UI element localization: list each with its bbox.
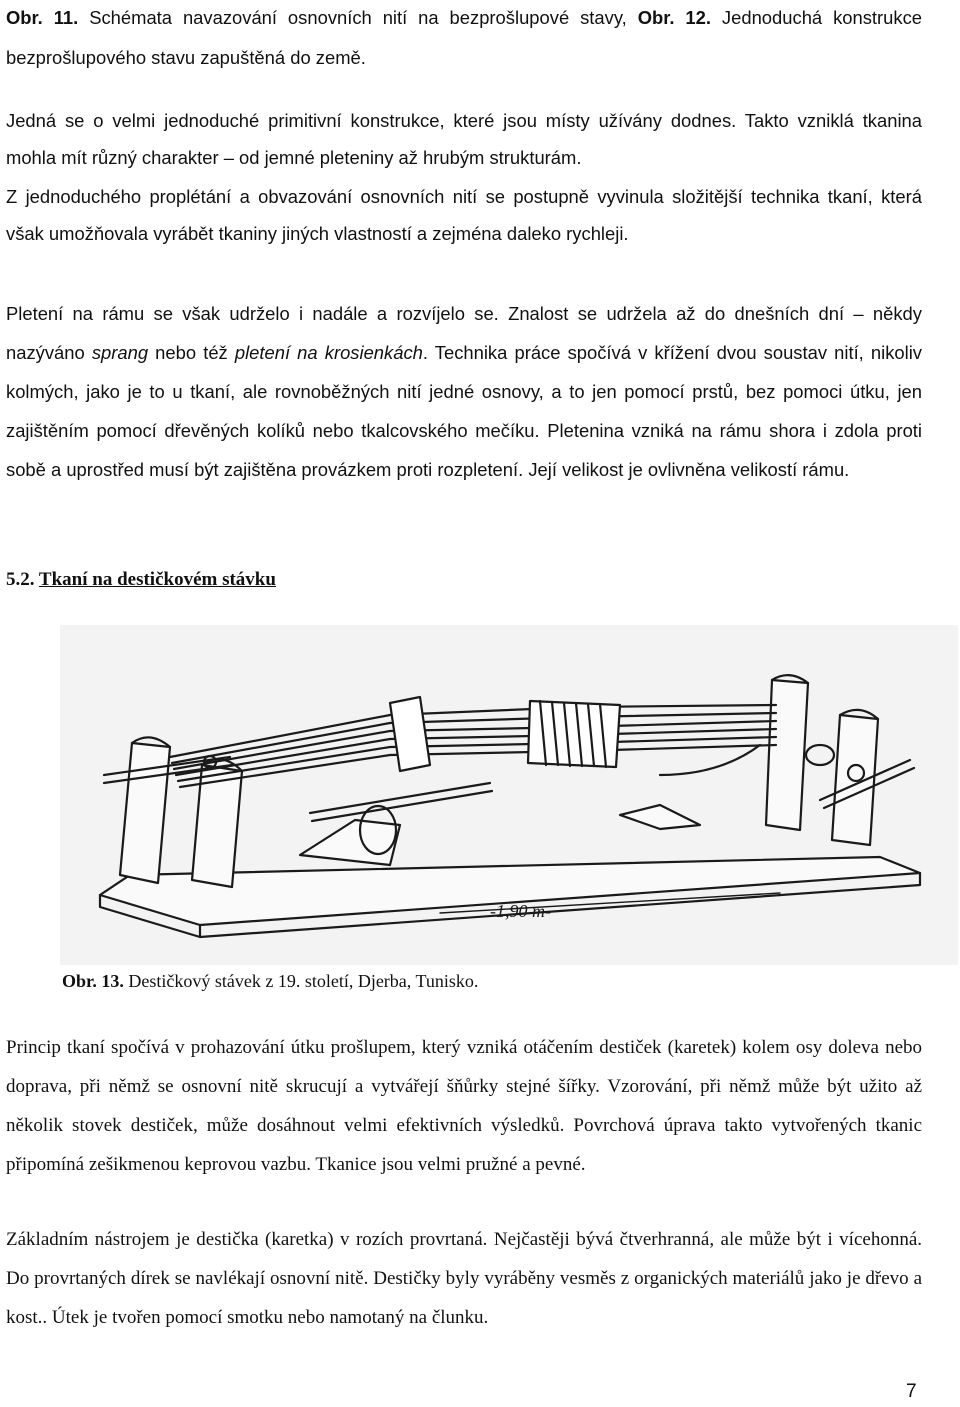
paragraph-sprang bbox=[6, 294, 922, 489]
measurement-label: -1,90 m- bbox=[490, 901, 551, 921]
obr12-label: Obr. 12. bbox=[637, 7, 711, 28]
sprang-term: sprang bbox=[91, 342, 149, 363]
obr11-text: Schémata navazování osnovních nití na bezprošlupové stavy, bbox=[78, 7, 638, 28]
krosienki-term: pletení na krosienkách bbox=[234, 342, 423, 363]
sprang-text-mid: nebo též bbox=[148, 342, 235, 363]
card-loom-drawing bbox=[60, 625, 958, 965]
paragraph-primitive-constructions: Jedná se o velmi jednoduché primitivní konstrukce, které jsou místy užívány dodnes. Takto vzniklá tkanina mohla mít různý charakter – od jemné pleteniny až hrubým strukturám. bbox=[6, 110, 922, 168]
sprang-text-end: . Technika práce spočívá v křížení dvou soustav nití, nikoliv kolmých, jako je to u tkaní, ale rovnoběžných nití jedné osnovy, a to jen pomocí prstů, bez pomoci útku, jen zajištěním pomocí dřevěných kolíků nebo tkalcovského mečíku. Pletenina vzniká na rámu shora i zdola proti sobě a uprostřed musí být zajištěna provázkem proti rozpletení. Její velikost je ovlivněna velikostí rámu. bbox=[6, 342, 922, 480]
page-number: 7 bbox=[906, 1381, 917, 1402]
paragraph-card-weaving-principle: Princip tkaní spočívá v prohazování útku prošlupem, který vzniká otáčením destiček (karetek) kolem osy doleva nebo doprava, při němž se osnovní nitě skrucují a vytvářejí šňůrky stejné šířky. Vzorování, při němž může být užito až několik stovek destiček, může dosáhnout velmi efektivních výsledků. Povrchová úprava takto vytvořených tkanic připomíná zešikmenou keprovou vazbu. Tkanice jsou velmi pružné a pevné. bbox=[6, 1037, 922, 1175]
paragraph-weaving-development: Z jednoduchého proplétání a obvazování osnovních nití se postupně vyvinula složitější technika tkaní, která však umožňovala vyrábět tkaniny jiných vlastností a zejména daleko rychleji. bbox=[6, 186, 922, 244]
section-heading bbox=[6, 566, 276, 594]
obr11-label: Obr. 11. bbox=[6, 7, 79, 28]
section-title: Tkaní na destičkovém stávku bbox=[38, 569, 276, 590]
caption-label: Obr. 13. bbox=[62, 971, 124, 991]
figure-reference-paragraph bbox=[6, 0, 922, 78]
caption-text: Destičkový stávek z 19. století, Djerba, Tunisko. bbox=[123, 971, 479, 991]
obr12-text: Jednoduchá konstrukce bezprošlupového stavu zapuštěná do země. bbox=[6, 7, 923, 68]
section-number: 5.2. bbox=[6, 569, 39, 590]
paragraph-card-tool: Základním nástrojem je destička (karetka) v rozích provrtaná. Nejčastěji bývá čtverhranná, ale může být i vícehonná. Do provrtaných dírek se navlékají osnovní nitě. Destičky byly vyráběny vesměs z organických materiálů jako je dřevo a kost.. Útek je tvořen pomocí smotku nebo namotaný na člunku. bbox=[6, 1229, 922, 1328]
sprang-text-start: Pletení na rámu se však udrželo i nadále a rozvíjelo se. Znalost se udržela až do dnešních dní – někdy nazýváno bbox=[6, 303, 922, 363]
card-loom-illustration bbox=[60, 625, 958, 965]
figure-caption bbox=[62, 967, 478, 995]
